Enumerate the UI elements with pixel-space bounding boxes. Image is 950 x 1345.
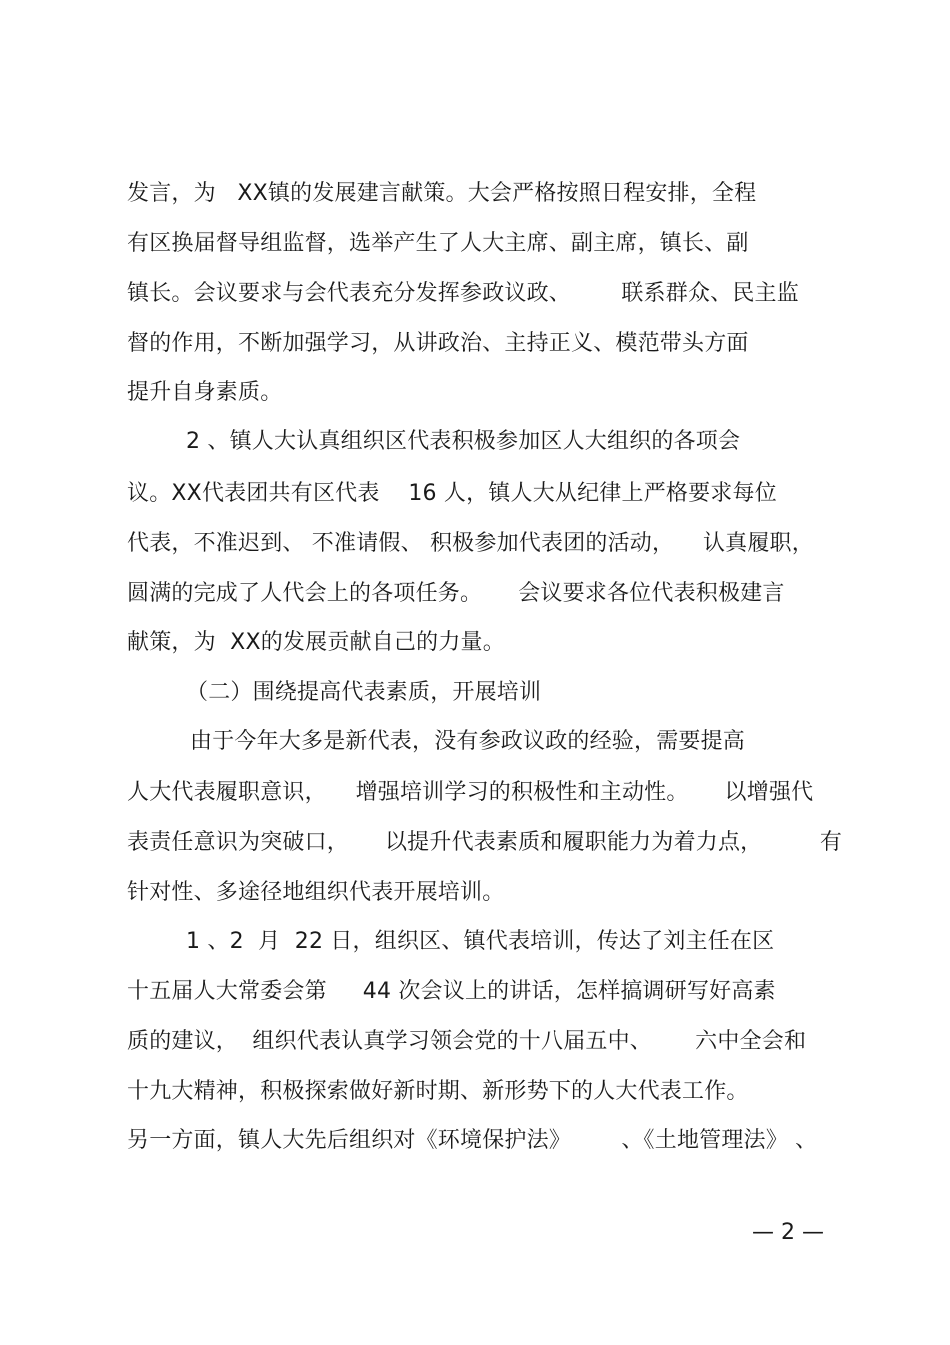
text-line-1: 发言，为 XX镇的发展建言献策。大会严格按照日程安排，全程 bbox=[127, 181, 757, 206]
section-heading: （二）围绕提高代表素质，开展培训 bbox=[186, 680, 542, 705]
text-line-13: 人大代表履职意识， 增强培训学习的积极性和主动性。 以增强代 bbox=[127, 780, 814, 805]
text-line-15: 针对性、多途径地组织代表开展培训。 bbox=[127, 880, 505, 905]
text-line-8: 代表，不准迟到、 不准请假、 积极参加代表团的活动， 认真履职， bbox=[127, 531, 814, 556]
text-line-7: 议。XX代表团共有区代表 16 人，镇人大从纪律上严格要求每位 bbox=[127, 481, 777, 506]
text-line-2: 有区换届督导组监督，选举产生了人大主席、副主席，镇长、副 bbox=[127, 231, 749, 256]
text-line-9: 圆满的完成了人代会上的各项任务。 会议要求各位代表积极建言 bbox=[127, 581, 785, 606]
text-line-19: 十九大精神，积极探索做好新时期、新形势下的人大代表工作。 bbox=[127, 1079, 749, 1104]
text-line-17: 十五届人大常委会第 44 次会议上的讲话，怎样搞调研写好高素 bbox=[127, 979, 776, 1004]
text-line-16: 1 、2 月 22 日，组织区、镇代表培训，传达了刘主任在区 bbox=[186, 929, 775, 954]
text-line-12: 由于今年大多是新代表，没有参政议政的经验，需要提高 bbox=[190, 729, 746, 754]
text-line-20: 另一方面，镇人大先后组织对《环境保护法》 、《土地管理法》 、 bbox=[127, 1128, 818, 1153]
text-line-5: 提升自身素质。 bbox=[127, 380, 283, 405]
text-line-3: 镇长。会议要求与会代表充分发挥参政议政、 联系群众、民主监 bbox=[127, 281, 799, 306]
text-line-10: 献策，为 XX的发展贡献自己的力量。 bbox=[127, 630, 505, 655]
text-line-14: 表责任意识为突破口， 以提升代表素质和履职能力为着力点， 有 bbox=[127, 830, 843, 855]
text-line-6: 2 、镇人大认真组织区代表积极参加区人大组织的各项会 bbox=[186, 429, 741, 454]
text-line-18: 质的建议， 组织代表认真学习领会党的十八届五中、 六中全会和 bbox=[127, 1029, 807, 1054]
page-number: — 2 — bbox=[752, 1220, 824, 1245]
text-line-4: 督的作用，不断加强学习，从讲政治、主持正义、模范带头方面 bbox=[127, 331, 749, 356]
